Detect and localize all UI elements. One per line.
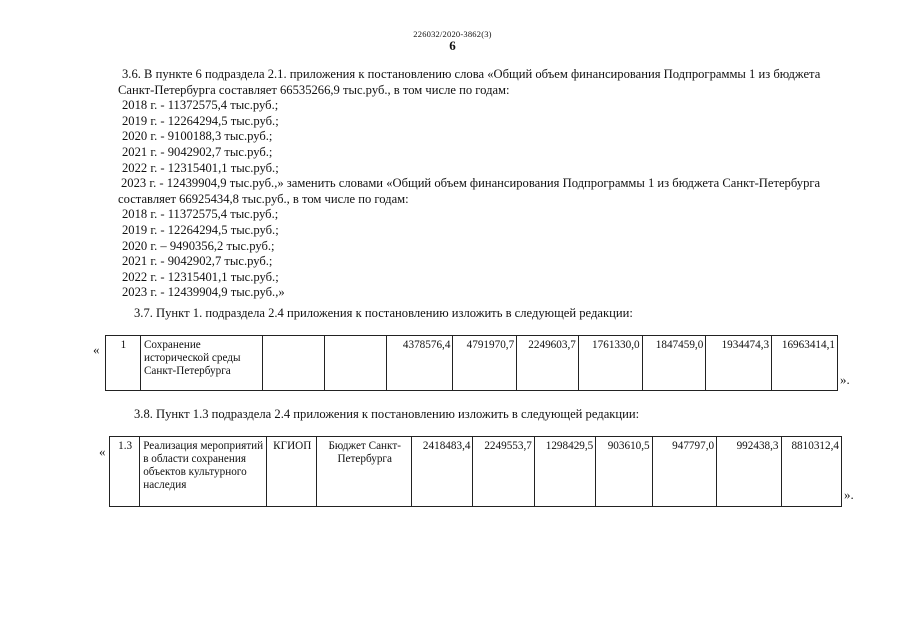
- section-3-7-open-quote: «: [93, 342, 100, 357]
- old-year-2019: 2019 г. - 12264294,5 тыс.руб.;: [122, 113, 279, 128]
- new-year-2022: 2022 г. - 12315401,1 тыс.руб.;: [122, 269, 279, 284]
- table-row: [110, 437, 842, 507]
- row-source: Бюджет Санкт-Петербурга: [317, 437, 412, 507]
- section-3-7-table: [105, 335, 838, 391]
- old-year-2018: 2018 г. - 11372575,4 тыс.руб.;: [122, 98, 279, 113]
- old-year-2021: 2021 г. - 9042902,7 тыс.руб.;: [122, 144, 273, 159]
- section-3-8-table: [109, 436, 842, 507]
- section-3-6-intro-line2: Санкт-Петербурга составляет 66535266,9 тыс.руб., в том числе по годам:: [118, 82, 510, 97]
- section-3-8-heading: 3.8. Пункт 1.3 подраздела 2.4 приложения к постановлению изложить в следующей редакции:: [134, 407, 640, 421]
- section-3-6-intro-line1: 3.6. В пункте 6 подраздела 2.1. приложения к постановлению слова «Общий объем финансирования Подпрограммы 1 из бюджета: [122, 67, 821, 81]
- row-value-2023: 992438,3: [717, 437, 781, 507]
- section-3-8-open-quote: «: [99, 444, 106, 459]
- section-3-6-replace-line2: составляет 66925434,8 тыс.руб., в том числе по годам:: [118, 191, 409, 206]
- row-value-2018: 2418483,4: [412, 437, 473, 507]
- new-year-2019: 2019 г. - 12264294,5 тыс.руб.;: [122, 222, 279, 237]
- row-value-2021: 1761330,0: [578, 336, 642, 391]
- row-value-2020: 2249603,7: [517, 336, 579, 391]
- row-value-total: 16963414,1: [772, 336, 838, 391]
- new-year-2020: 2020 г. – 9490356,2 тыс.руб.;: [122, 238, 275, 253]
- row-executor: [263, 336, 325, 391]
- new-year-2021: 2021 г. - 9042902,7 тыс.руб.;: [122, 254, 273, 269]
- row-value-total: 8810312,4: [781, 437, 841, 507]
- row-number: 1: [106, 336, 141, 391]
- row-value-2020: 1298429,5: [534, 437, 595, 507]
- section-3-8-close-quote: ».: [844, 487, 854, 502]
- document-number: 226032/2020-3862(3): [413, 29, 492, 39]
- row-executor: КГИОП: [267, 437, 317, 507]
- section-3-7-close-quote: ».: [840, 372, 850, 387]
- row-value-2018: 4378576,4: [386, 336, 453, 391]
- row-name: Реализация мероприятий в области сохранения объектов культурного наследия: [140, 437, 267, 507]
- row-value-2019: 4791970,7: [453, 336, 517, 391]
- section-3-6-replace-line1: 2023 г. - 12439904,9 тыс.руб.,» заменить словами «Общий объем финансирования Подпрограммы 1 из бюджета Санкт-Петербурга: [121, 176, 821, 191]
- section-3-7-heading: 3.7. Пункт 1. подраздела 2.4 приложения к постановлению изложить в следующей редакции:: [134, 306, 633, 320]
- row-value-2023: 1934474,3: [706, 336, 772, 391]
- new-year-2018: 2018 г. - 11372575,4 тыс.руб.;: [122, 207, 279, 222]
- new-year-2023: 2023 г. - 12439904,9 тыс.руб.,»: [122, 285, 285, 300]
- row-value-2019: 2249553,7: [473, 437, 534, 507]
- page-number: 6: [449, 38, 456, 53]
- row-source: [324, 336, 386, 391]
- old-year-2020: 2020 г. - 9100188,3 тыс.руб.;: [122, 129, 273, 144]
- table-row: [106, 336, 838, 391]
- row-name: Сохранение исторической среды Санкт-Петербурга: [140, 336, 262, 391]
- row-value-2022: 1847459,0: [642, 336, 706, 391]
- row-value-2021: 903610,5: [596, 437, 652, 507]
- section-3-6: [118, 67, 834, 301]
- row-number: 1.3: [110, 437, 140, 507]
- row-value-2022: 947797,0: [652, 437, 716, 507]
- old-year-2022: 2022 г. - 12315401,1 тыс.руб.;: [122, 160, 279, 175]
